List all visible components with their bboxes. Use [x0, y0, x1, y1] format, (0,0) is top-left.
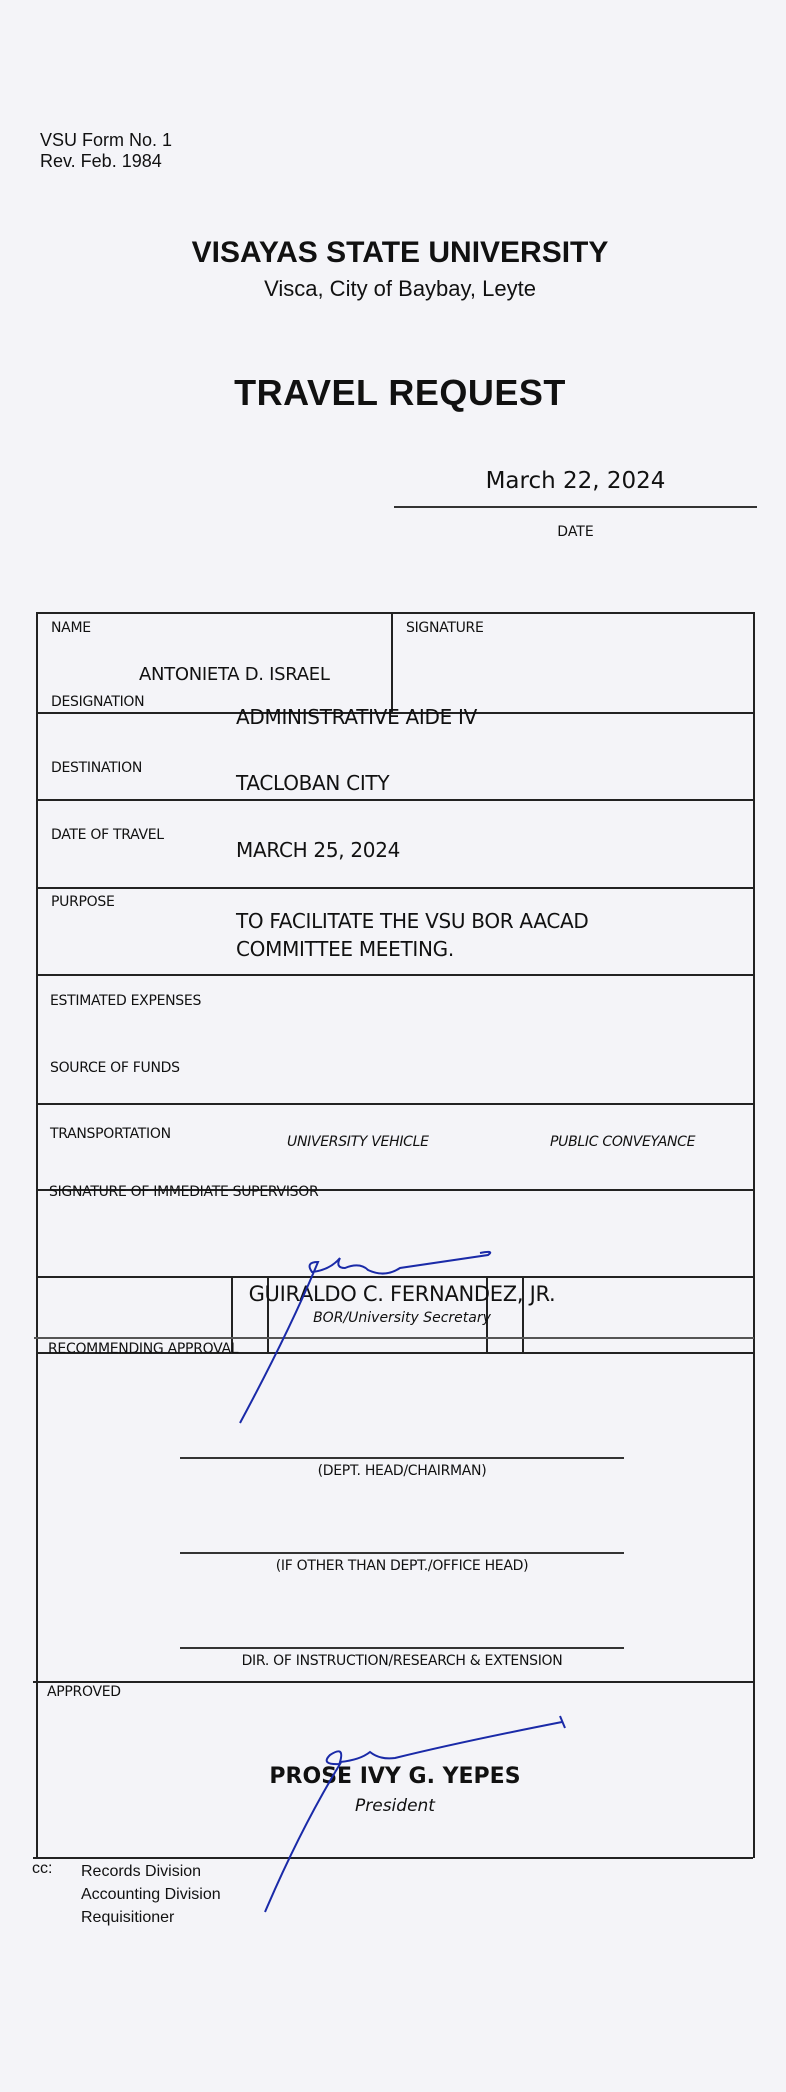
cc-item: Accounting Division	[81, 1886, 221, 1903]
purpose-value: TO FACILITATE THE VSU BOR AACAD COMMITTEE MEETING.	[236, 909, 589, 961]
supervisor-name: GUIRALDO C. FERNANDEZ, JR.	[248, 1282, 556, 1306]
president-name: PROSE IVY G. YEPES	[269, 1764, 521, 1789]
university-name: VISAYAS STATE UNIVERSITY	[191, 236, 609, 269]
transportation-label: TRANSPORTATION	[50, 1126, 171, 1142]
signature-label: SIGNATURE	[406, 620, 484, 636]
president-signature	[265, 1716, 565, 1912]
date-of-travel-value: MARCH 25, 2024	[236, 838, 401, 862]
supervisor-label: SIGNATURE OF IMMEDIATE SUPERVISOR	[49, 1184, 319, 1200]
destination-label: DESTINATION	[51, 760, 143, 776]
recommending-approval-label: RECOMMENDING APPROVAL	[48, 1341, 239, 1357]
approved-label: APPROVED	[47, 1684, 121, 1700]
supervisor-title: BOR/University Secretary	[313, 1310, 491, 1326]
president-title: President	[355, 1796, 435, 1816]
source-of-funds-label: SOURCE OF FUNDS	[50, 1060, 180, 1076]
supervisor-signature	[240, 1252, 490, 1423]
name-value: ANTONIETA D. ISRAEL	[139, 664, 330, 685]
request-date: March 22, 2024	[485, 468, 666, 494]
name-label: NAME	[51, 620, 91, 636]
form-number: VSU Form No. 1	[40, 130, 173, 150]
date-label: DATE	[557, 524, 594, 540]
university-address: Visca, City of Baybay, Leyte	[264, 276, 536, 301]
designation-value: ADMINISTRATIVE AIDE IV	[236, 705, 477, 729]
cc-item: Requisitioner	[81, 1909, 175, 1926]
other-head-caption: (IF OTHER THAN DEPT./OFFICE HEAD)	[275, 1558, 529, 1574]
destination-value: TACLOBAN CITY	[236, 771, 390, 795]
cc-label: cc:	[32, 1860, 53, 1877]
university-vehicle-label: UNIVERSITY VEHICLE	[287, 1134, 429, 1150]
form-title: TRAVEL REQUEST	[234, 372, 566, 413]
cc-item: Records Division	[81, 1863, 202, 1880]
dept-head-caption: (DEPT. HEAD/CHAIRMAN)	[317, 1463, 487, 1479]
estimated-expenses-label: ESTIMATED EXPENSES	[50, 993, 202, 1009]
purpose-label: PURPOSE	[51, 894, 115, 910]
public-conveyance-label: PUBLIC CONVEYANCE	[550, 1134, 696, 1150]
designation-label: DESIGNATION	[51, 694, 145, 710]
form-revision: Rev. Feb. 1984	[40, 151, 162, 171]
date-of-travel-label: DATE OF TRAVEL	[51, 827, 164, 843]
director-caption: DIR. OF INSTRUCTION/RESEARCH & EXTENSION	[241, 1653, 563, 1669]
